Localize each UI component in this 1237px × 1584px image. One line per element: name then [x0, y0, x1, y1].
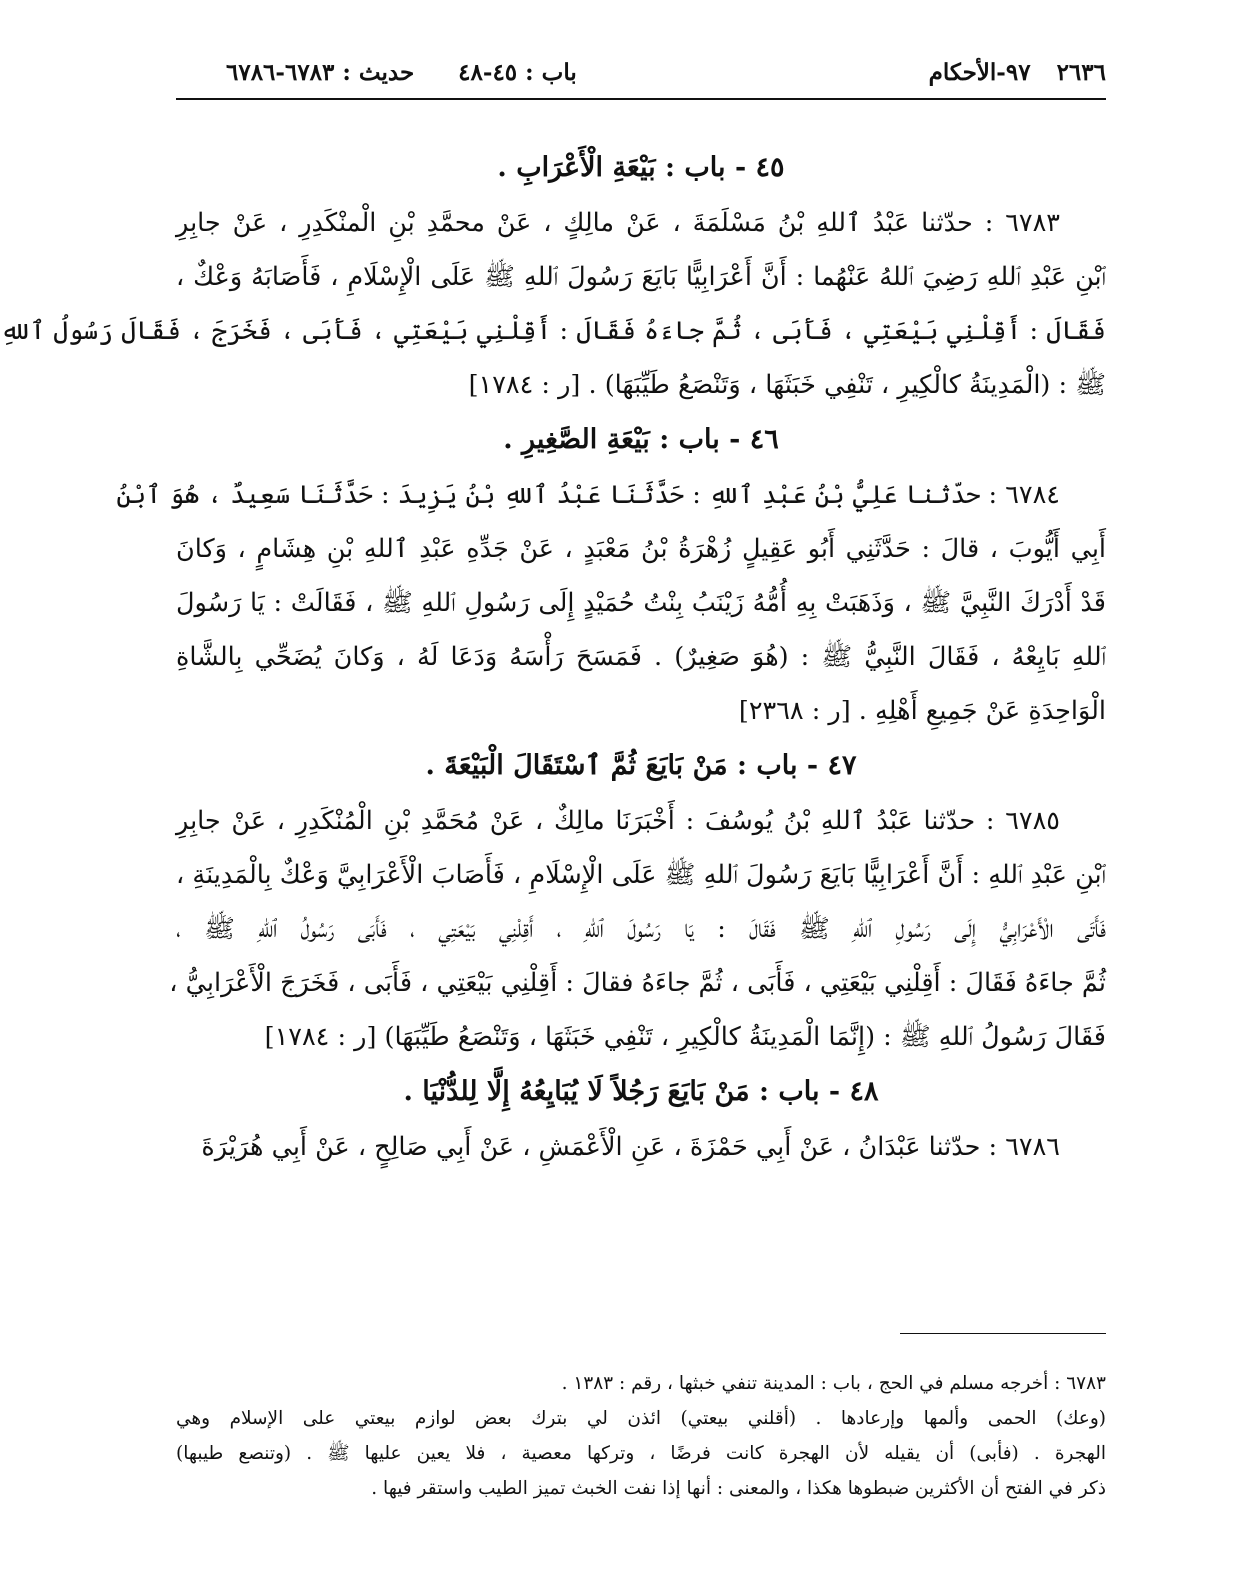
hadith-line: ٦٧٨٣ : حدّثنا عَبْدُ ٱللهِ بْنُ مَسْلَمَةَ ، عَنْ مالِكٍ ، عَنْ محمَّدِ بْنِ الْمنْكَدِرِ ، عَنْ جابِرِ — [176, 208, 1060, 238]
hadith-line: فَقَالَ رَسُولُ ٱللهِ ﷺ : (إِنَّمَا الْمَدِينَةُ كالْكِيرِ ، تَنْفِي خَبَثَهَا ، وَتَنْصَعُ طَيِّبَهَا) [ر : ١٧٨٤] — [264, 1022, 1106, 1052]
hadith-line: ٱللهِ بَايِعْهُ ، فَقَالَ النَّبِيُّ ﷺ : (هُوَ صَغِيرٌ) . فَمَسَحَ رَأْسَهُ وَدَعَا لَهُ ، وَكانَ يُضَحِّي بِالشَّاةِ — [176, 642, 1106, 672]
footnote-line: ذكر في الفتح أن الأكثرين ضبطوها هكذا ، والمعنى : أنها إذا نفت الخبث تميز الطيب واستقر فيها . — [371, 1478, 1106, 1499]
footnotes — [176, 1366, 1106, 1506]
hadith-line: أَبِي أَيُّوبَ ، قالَ : حَدَّثَنِي أَبُو عَقِيلٍ زُهْرَةُ بْنُ مَعْبَدٍ ، عَنْ جَدِّهِ عَبْدِ ٱللهِ بْنِ هِشَامٍ ، وَكانَ — [176, 534, 1106, 564]
hadith-6786 — [176, 1120, 1106, 1174]
footnote-line: ٦٧٨٣ : أخرجه مسلم في الحج ، باب : المدينة تنفي خبثها ، رقم : ١٣٨٣ . — [561, 1373, 1106, 1394]
hadith-line: قَدْ أَدْرَكَ النَّبِيَّ ﷺ ، وَذَهَبَتْ بِهِ أُمُّهُ زَيْنَبُ بِنْتُ حُمَيْدٍ إِلَى رَسُولِ ٱللهِ ﷺ ، فَقَالَتْ : يَا رَسُولَ — [176, 588, 1106, 618]
header-left — [176, 59, 577, 86]
hadith-line: فَأَتَى الْأَعْرَابِيُّ إِلَى رَسُولِ ٱللهِ ﷺ فَقَالَ : يَا رَسُولَ ٱللهِ ، أَقِلْنِي بَيْعَتِي ، فَأَبَى رَسُولُ ٱللهِ ﷺ ، — [176, 914, 1106, 944]
footnote-line: الهجرة . (فأبى) أن يقيله لأن الهجرة كانت فرضًا ، وتركها معصية ، فلا يعين عليها ﷺ . (وتنصع طيبها) — [176, 1443, 1106, 1464]
chapter-heading-46: ٤٦ - باب : بَيْعَةِ الصَّغِيرِ . — [503, 424, 779, 455]
hadith-6783 — [0, 196, 1106, 412]
hadith-line: ﷺ : (الْمَدِينَةُ كالْكِيرِ ، تَنْفِي خَبَثَهَا ، وَتَنْصَعُ طَيِّبَهَا) . [ر : ١٧٨٤] — [468, 370, 1106, 400]
hadith-line: فَقَالَ : أَقِلْنِي بَيْعَتِي ، فَأَبَى ، ثُمَّ جاءَهُ فَقَالَ : أَقِلْنِي بَيْعَتِي ، فَأَبَى ، فَخَرَجَ ، فَقَالَ رَسُولُ ٱللهِ — [0, 316, 1106, 346]
main-text — [0, 140, 1106, 1174]
hadith-line: ٱبْنِ عَبْدِ ٱللهِ : أَنَّ أَعْرَابِيًّا بَايَعَ رَسُولَ ٱللهِ ﷺ عَلَى الْإِسْلَامِ ، فَأَصَابَ الْأَعْرَابِيَّ وَعْكٌ بِالْمَدِينَةِ ، — [176, 860, 1106, 890]
chapter-range: باب : ٤٥-٤٨ — [458, 58, 577, 86]
chapter-heading-48: ٤٨ - باب : مَنْ بَايَعَ رَجُلاً لَا يُبَايِعُهُ إِلَّا لِلدُّنْيَا . — [403, 1076, 879, 1107]
hadith-6785 — [169, 794, 1106, 1064]
book-title: ٩٧-الأحكام — [928, 58, 1031, 86]
hadith-line: ثُمَّ جاءَهُ فَقَالَ : أَقِلْنِي بَيْعَتِي ، فَأَبَى ، ثُمَّ جاءَهُ فقالَ : أَقِلْنِي بَيْعَتِي ، فَأَبَى ، فَخَرَجَ الْأَعْرَابِيُّ ، — [169, 968, 1106, 998]
book-page — [0, 40, 1106, 1550]
footnote-rule — [900, 1333, 1106, 1334]
hadith-line: ٦٧٨٤ : حدّثنا عَلِيُّ بْنُ عَبْدِ ٱللهِ : حَدَّثَنَا عَبْدُ ٱللهِ بْنُ يَزِيدَ : حَدَّثَنَا سَعِيدٌ ، هُوَ ٱبْنُ — [116, 480, 1060, 510]
hadith-line: ٱبْنِ عَبْدِ ٱللهِ رَضِيَ ٱللهُ عَنْهُما : أَنَّ أَعْرَابِيًّا بَايَعَ رَسُولَ ٱللهِ ﷺ عَلَى الْإِسْلَامِ ، فَأَصَابَهُ وَعْكٌ ، — [176, 262, 1106, 292]
header-right — [929, 59, 1106, 86]
hadith-line: ٦٧٨٦ : حدّثنا عَبْدَانُ ، عَنْ أَبِي حَمْزَةَ ، عَنِ الْأَعْمَشِ ، عَنْ أَبِي صَالِحٍ ، عَنْ أَبِي هُرَيْرَةَ — [201, 1132, 1060, 1162]
footnote-line: (وعك) الحمى وألمها وإرعادها . (أقلني بيعتي) ائذن لي بترك بعض لوازم بيعتي على الإسلام وهي — [176, 1408, 1106, 1429]
hadith-line: ٦٧٨٥ : حدّثنا عَبْدُ ٱللهِ بْنُ يُوسُفَ : أَخْبَرَنَا مالِكٌ ، عَنْ مُحَمَّدِ بْنِ الْمُنْكَدِرِ ، عَنْ جابِرِ — [176, 806, 1060, 836]
chapter-heading-45: ٤٥ - باب : بَيْعَةِ الْأَعْرَابِ . — [497, 152, 785, 183]
running-header — [176, 52, 1106, 92]
page-number: ٢٦٣٦ — [1056, 58, 1106, 86]
chapter-heading-47: ٤٧ - باب : مَنْ بَايَعَ ثُمَّ ٱسْتَقَالَ الْبَيْعَةَ . — [425, 750, 857, 781]
hadith-6784 — [116, 468, 1106, 738]
hadith-line: الْوَاحِدَةِ عَنْ جَمِيعِ أَهْلِهِ . [ر : ٢٣٦٨] — [738, 696, 1106, 726]
header-rule — [176, 98, 1106, 100]
hadith-range: حديث : ٦٧٨٣-٦٧٨٦ — [226, 58, 415, 86]
